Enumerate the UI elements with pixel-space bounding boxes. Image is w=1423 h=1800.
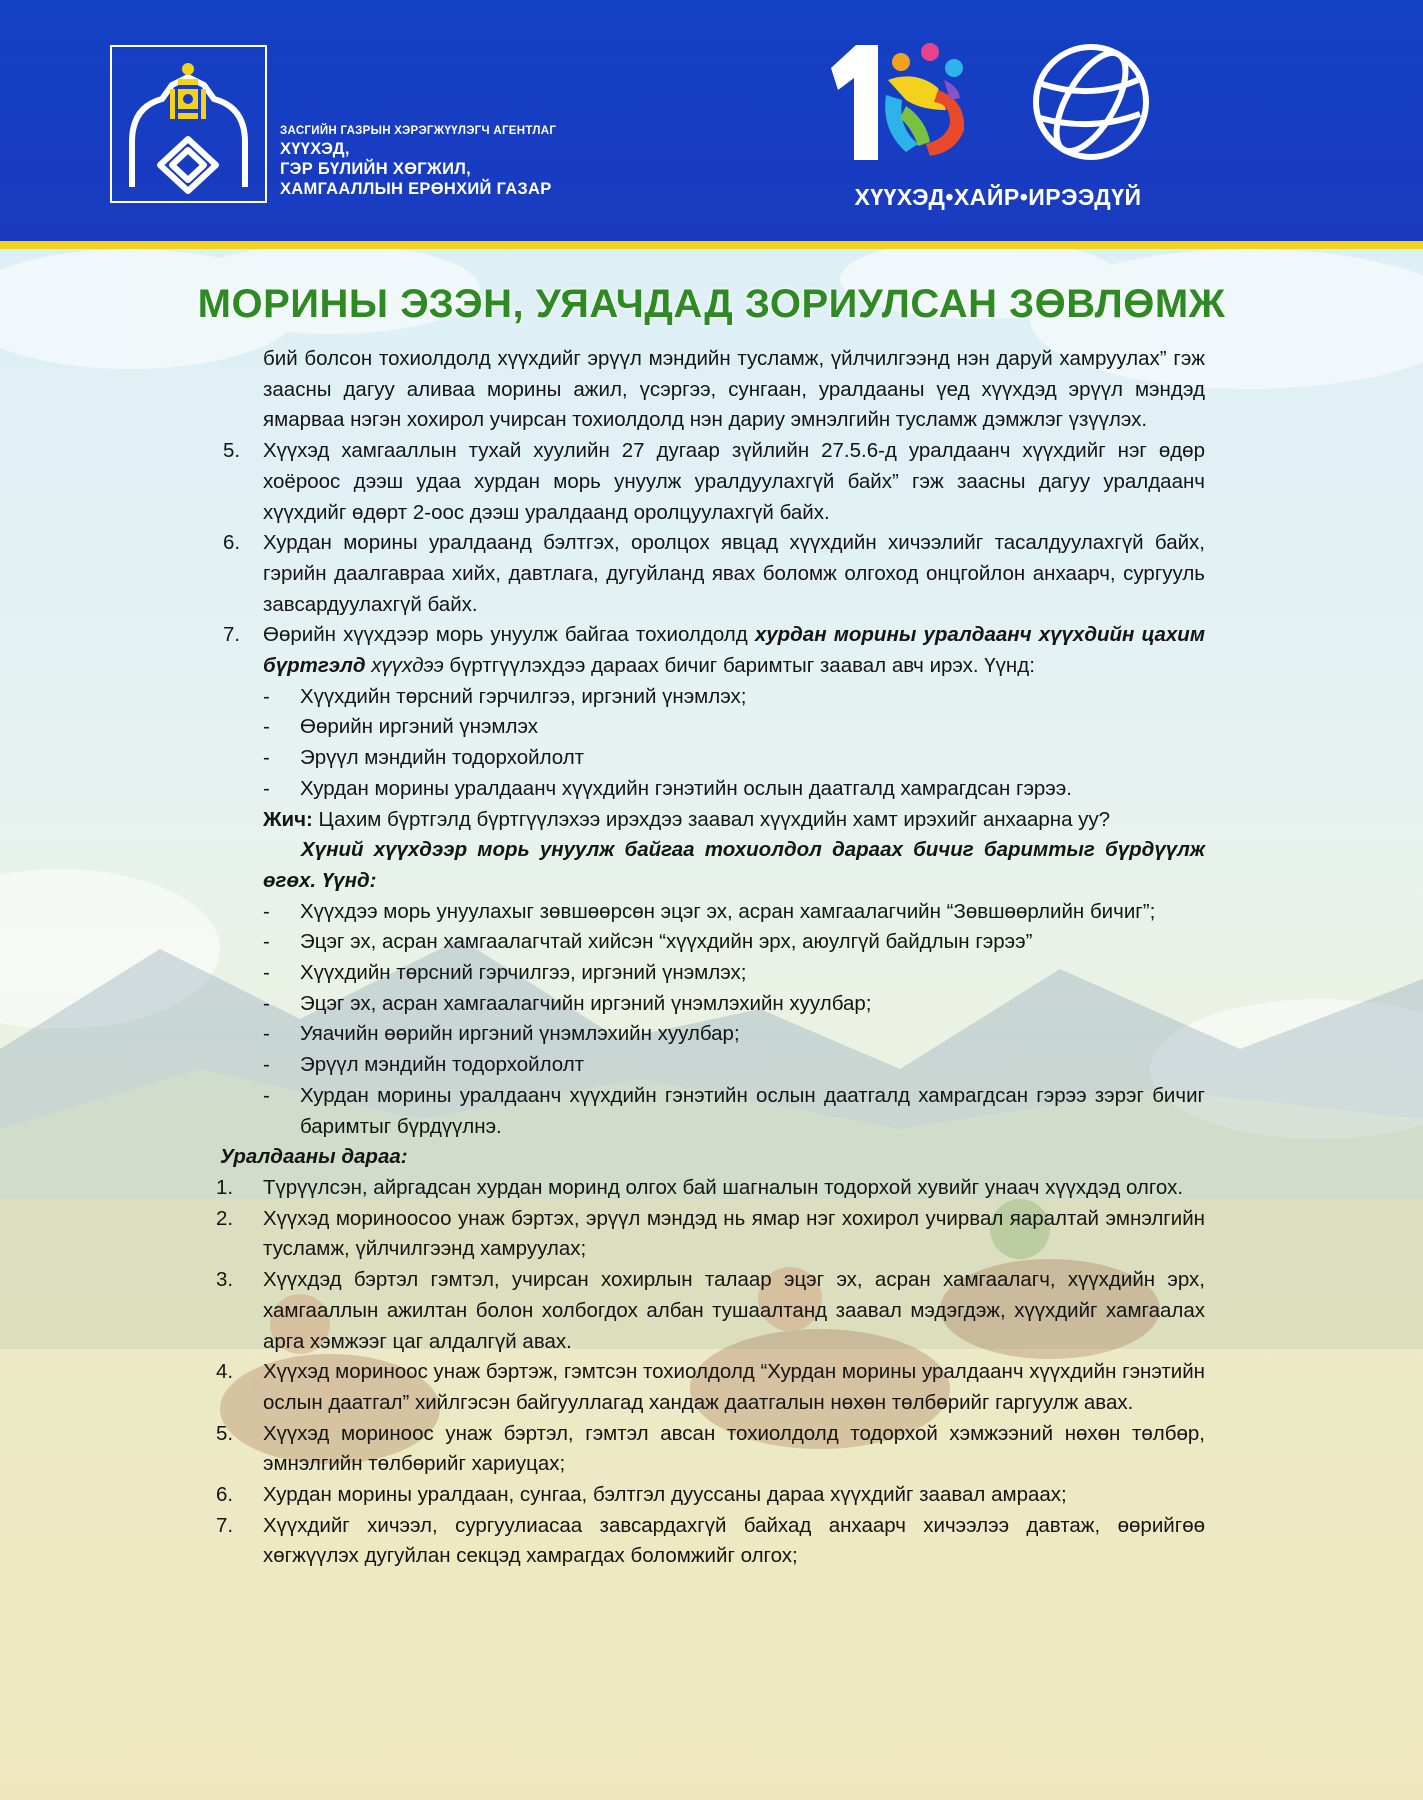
list-item-text: Хурдан морины уралдаанд бэлтгэх, оролцох явцад хүүхдийн хичээлийг тасалдуулахгүй байх, гэрийн даалгавраа хийх, давтлага, дугуйланд явах боломж олгоход онцгойлон анхаарч, сургууль завсардуулахгүй байх. bbox=[263, 531, 1205, 616]
doc-text: Эцэг эх, асран хамгаалагчтай хийсэн “хүүхдийн эрх, аюулгүй байдлын гэрээ” bbox=[300, 930, 1033, 954]
doc-text: Эцэг эх, асран хамгаалагчийн иргэний үнэмлэхийн хуулбар; bbox=[300, 991, 872, 1015]
list-item-text: Хүүхэд хамгааллын тухай хуулийн 27 дугаар зүйлийн 27.5.6-д уралдаанч хүүхдийг нэг өдөр хоёроос дээш удаа хурдан морь унуулж уралдуулахгүй байх” гэж заасны дагуу уралдаанч хүүхдийг өдөрт 2-оос дээш уралдаанд оролцуулахгүй байх. bbox=[263, 439, 1205, 524]
agency-emblem bbox=[110, 45, 267, 203]
list-number: 2. bbox=[216, 1206, 234, 1230]
list-item-text: Хүүхэд мориноосоо унаж бэртэх, эрүүл мэндэд нь ямар нэг хохирол учирвал яаралтай эмнэлгийн тусламж, үйлчилгээнд хамруулах; bbox=[263, 1206, 1205, 1261]
other-docs-list bbox=[0, 897, 1423, 1143]
doc-text: Хурдан морины уралдаанч хүүхдийн гэнэтийн ослын даатгалд хамрагдсан гэрээ зэрэг бичиг баримтыг бүрдүүлнэ. bbox=[300, 1083, 1205, 1138]
list-item-text bbox=[0, 620, 1205, 681]
doc-text: Хүүхдийн төрсний гэрчилгээ, иргэний үнэмлэх; bbox=[300, 684, 747, 708]
agency-name bbox=[280, 125, 556, 199]
list-item bbox=[0, 927, 1423, 958]
dash-bullet: - bbox=[263, 776, 270, 800]
dash-bullet: - bbox=[263, 930, 270, 954]
soyombo-emblem-icon bbox=[112, 47, 265, 201]
list-item bbox=[0, 1019, 1423, 1050]
list-number: 7. bbox=[223, 623, 241, 647]
list-item bbox=[0, 1173, 1423, 1204]
after-race-heading: Уралдааны дараа: bbox=[220, 1145, 408, 1169]
item7-italic: хүүхдээ bbox=[365, 654, 444, 678]
doc-text: Эрүүл мэндийн тодорхойлолт bbox=[300, 1053, 585, 1077]
list-item bbox=[0, 682, 1423, 713]
list-number: 3. bbox=[216, 1268, 234, 1292]
list-item-7 bbox=[0, 620, 1423, 681]
list-item-6 bbox=[0, 528, 1423, 620]
item7-text-d: бүртгүүлэхдээ дараах бичиг баримтыг заавал авч ирэх. Үүнд: bbox=[443, 654, 1035, 678]
list-item bbox=[0, 958, 1423, 989]
after-race-list bbox=[0, 1173, 1423, 1572]
note-label: Жич: bbox=[263, 807, 313, 831]
globe-icon bbox=[1036, 42, 1146, 161]
list-item-text: Хүүхэд мориноос унаж бэртэл, гэмтэл авсан тохиолдолд тодорхой хэмжээний нөхөн төлбөр, эмнэлгийн төлбөрийг хариуцах; bbox=[263, 1421, 1205, 1476]
list-item bbox=[0, 712, 1423, 743]
own-docs-list bbox=[0, 682, 1423, 805]
doc-text: Хүүхдийн төрсний гэрчилгээ, иргэний үнэмлэх; bbox=[300, 961, 747, 985]
list-number: 4. bbox=[216, 1360, 234, 1384]
item7-text-a: Өөрийн хүүхдээр морь унуулж байгаа тохиолдолд bbox=[263, 623, 755, 647]
list-item bbox=[0, 1357, 1423, 1418]
children-figures-icon bbox=[885, 43, 964, 156]
doc-text: Хурдан морины уралдаанч хүүхдийн гэнэтийн ослын даатгалд хамрагдсан гэрээ. bbox=[300, 776, 1072, 800]
page-title: МОРИНЫ ЭЗЭН, УЯАЧДАД ЗОРИУЛСАН ЗӨВЛӨМЖ bbox=[197, 282, 1226, 326]
list-item bbox=[0, 1081, 1423, 1142]
item7-emphasis: хурдан морины уралдаанч хүүхдийн цахим бүртгэлд bbox=[263, 623, 1205, 678]
list-number: 1. bbox=[216, 1175, 234, 1199]
list-item-text: Түрүүлсэн, айргадсан хурдан моринд олгох бай шагналын тодорхой хувийг унаач хүүхдэд олгох. bbox=[263, 1175, 1184, 1199]
agency-line-3: ГЭР БҮЛИЙН ХӨГЖИЛ, bbox=[280, 160, 472, 178]
list-item-5 bbox=[0, 436, 1423, 528]
list-item bbox=[0, 1050, 1423, 1081]
dash-bullet: - bbox=[263, 746, 270, 770]
note-paragraph bbox=[0, 805, 1205, 836]
list-number: 6. bbox=[216, 1483, 234, 1507]
list-item-text: Хурдан морины уралдаан, сунгаа, бэлтгэл дууссаны дараа хүүхдийг заавал амраах; bbox=[263, 1483, 1067, 1507]
digit-one-shape bbox=[831, 45, 878, 160]
list-item bbox=[0, 1511, 1423, 1572]
list-item bbox=[0, 743, 1423, 774]
100-anniversary-logo bbox=[826, 40, 1166, 165]
doc-text: Өөрийн иргэний үнэмлэх bbox=[300, 715, 538, 739]
list-item bbox=[0, 1204, 1423, 1265]
list-item bbox=[0, 897, 1423, 928]
list-number: 6. bbox=[223, 531, 241, 555]
agency-line-1: ЗАСГИЙН ГАЗРЫН ХЭРЭГЖҮҮЛЭГЧ АГЕНТЛАГ bbox=[280, 125, 557, 137]
list-item bbox=[0, 1265, 1423, 1357]
list-item-text: Хүүхдэд бэртэл гэмтэл, учирсан хохирлын талаар эцэг эх, асран хамгаалагч, хүүхдийн эрх, хамгааллын ажилтан болон холбогдох албан тушаалтанд заавал мэдэгдэж, хүүхдийг хамгаалах арга хэмжээг цаг алдалгүй авах. bbox=[263, 1268, 1205, 1353]
list-number: 7. bbox=[216, 1513, 234, 1537]
list-item bbox=[0, 989, 1423, 1020]
slogan-text: ХҮҮХЭД•ХАЙР•ИРЭЭДҮЙ bbox=[854, 184, 1142, 210]
agency-line-4: ХАМГААЛЛЫН ЕРӨНХИЙ ГАЗАР bbox=[280, 180, 552, 198]
list-item bbox=[0, 774, 1423, 805]
list-item-text: Хүүхдийг хичээл, сургуулиасаа завсардахгүй байхад анхаарч хичээлээ давтаж, өөрийгөө хөгжүүлэх дугуйлан секцэд хамрагдах боломжийг олгох; bbox=[263, 1513, 1205, 1568]
header-bar bbox=[0, 0, 1423, 241]
agency-line-2: ХҮҮХЭД, bbox=[280, 140, 350, 158]
dash-bullet: - bbox=[263, 991, 270, 1015]
dash-bullet: - bbox=[263, 715, 270, 739]
dash-bullet: - bbox=[263, 961, 270, 985]
dash-bullet: - bbox=[263, 1083, 270, 1107]
other-child-heading: Хүний хүүхдээр морь унуулж байгаа тохиолдол дараах бичиг баримтыг бүрдүүлж өгөх. Үүнд: bbox=[263, 838, 1205, 892]
header-yellow-stripe bbox=[0, 241, 1423, 249]
dash-bullet: - bbox=[263, 684, 270, 708]
list-item bbox=[0, 1419, 1423, 1480]
doc-text: Хүүхдээ морь унуулахыг зөвшөөрсөн эцэг эх, асран хамгаалагчийн “Зөвшөөрлийн бичиг”; bbox=[300, 899, 1156, 923]
note-text: Цахим бүртгэлд бүртгүүлэхээ ирэхдээ заавал хүүхдийн хамт ирэхийг анхаарна уу? bbox=[312, 807, 1111, 831]
list-number: 5. bbox=[223, 439, 241, 463]
list-item bbox=[0, 1480, 1423, 1511]
list-item-text: Хүүхэд мориноос унаж бэртэж, гэмтсэн тохиолдолд “Хурдан морины уралдаанч хүүхдийн гэнэтийн ослын даатгал” хийлгэсэн байгууллагад хандаж даатгалын нөхөн төлбөрийг гаргуулж авах. bbox=[263, 1360, 1205, 1414]
dash-bullet: - bbox=[263, 1022, 270, 1046]
doc-text: Эрүүл мэндийн тодорхойлолт bbox=[300, 746, 585, 770]
list-number: 5. bbox=[216, 1421, 234, 1445]
dash-bullet: - bbox=[263, 1053, 270, 1077]
document-body bbox=[0, 344, 1423, 1572]
intro-continuation: бий болсон тохиолдолд хүүхдийг эрүүл мэндийн тусламж, үйлчилгээнд нэн даруй хамруулах” гэж заасны дагуу аливаа морины ажил, үсэргээ, сунгаан, уралдааны үед хүүхдэд эрүүл мэндэд ямарваа нэгэн хохирол учирсан тохиолдолд нэн дариу эмнэлгийн тусламж дэмжлэг үзүүлэх. bbox=[263, 347, 1205, 432]
doc-text: Уяачийн өөрийн иргэний үнэмлэхийн хуулбар; bbox=[300, 1022, 740, 1046]
dash-bullet: - bbox=[263, 899, 270, 923]
